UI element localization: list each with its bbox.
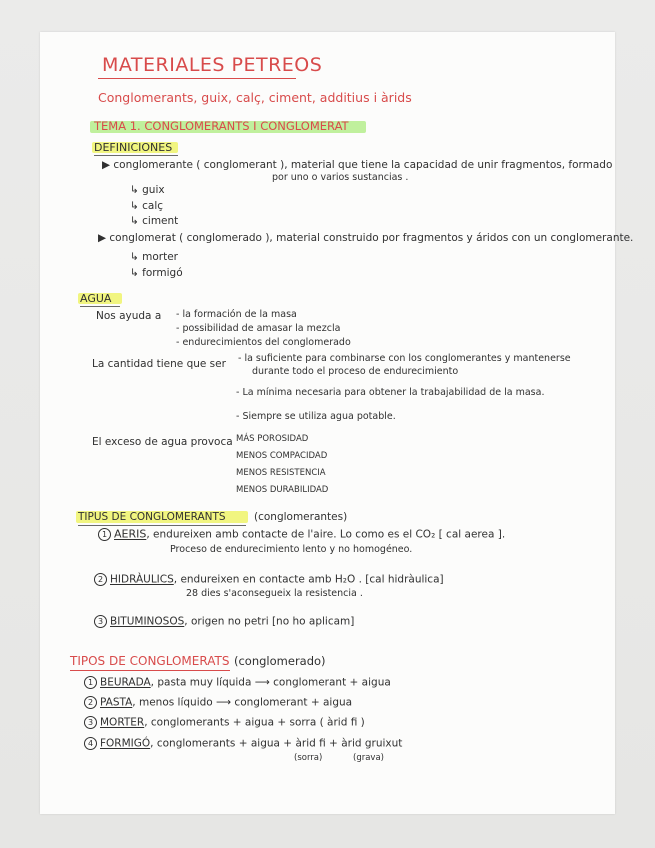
tipos-conglomerats-note: (conglomerado) <box>234 654 326 668</box>
conglomerat-type-2-name: PASTA <box>100 696 133 709</box>
agua-exceso-item-4: MENOS DURABILIDAD <box>236 485 329 495</box>
conglomerat-type-4 <box>84 737 402 750</box>
conglomerant-type-2-text: , endureixen en contacte amb H₂O . [cal hidràulica] <box>173 573 444 586</box>
conglomerant-type-1-name: AERIS <box>114 527 147 541</box>
number-circle: 1 <box>84 676 97 689</box>
notebook-sheet <box>40 32 634 814</box>
def-sub-ciment: ↳ ciment <box>130 215 179 227</box>
agua-cantidad-2: - La mínima necesaria para obtener la trabajabilidad de la masa. <box>236 387 545 398</box>
agua-cantidad-3: - Siempre se utiliza agua potable. <box>236 411 396 422</box>
conglomerat-type-2-text: , menos líquido ⟶ conglomerant + aigua <box>132 696 353 709</box>
def-conglomerante-line2: por uno o varios sustancias . <box>272 172 409 183</box>
agua-exceso-item-3: MENOS RESISTENCIA <box>236 468 326 478</box>
conglomerat-type-1 <box>84 676 391 689</box>
def-conglomerante-line1: ▶ conglomerante ( conglomerant ), material que tiene la capacidad de unir fragmentos, formado <box>102 159 613 171</box>
def-sub-morter: ↳ morter <box>130 251 178 263</box>
conglomerant-type-2-note: 28 dies s'aconsegueix la resistencia . <box>186 588 363 599</box>
conglomerant-type-3 <box>94 615 354 628</box>
conglomerant-type-1 <box>98 528 505 541</box>
agua-heading: AGUA <box>80 292 112 305</box>
agua-exceso-label: El exceso de agua provoca <box>92 436 233 448</box>
definiciones-heading: DEFINICIONES <box>94 141 173 154</box>
subtitle: Conglomerants, guix, calç, ciment, additius i àrids <box>98 90 412 105</box>
conglomerant-type-2 <box>94 573 444 586</box>
conglomerat-type-3-name: MORTER <box>100 716 145 729</box>
agua-exceso-item-2: MENOS COMPACIDAD <box>236 451 328 461</box>
conglomerat-type-4-name: FORMIGÓ <box>100 737 151 750</box>
title-underline <box>98 78 296 79</box>
number-circle: 3 <box>84 716 97 729</box>
agua-ayuda-item-1: - la formación de la masa <box>176 309 297 320</box>
number-circle: 4 <box>84 737 97 750</box>
agua-ayuda-item-2: - possibilidad de amasar la mezcla <box>176 323 341 334</box>
conglomerat-type-1-text: , pasta muy líquida ⟶ conglomerant + aigua <box>150 676 391 689</box>
conglomerant-type-3-name: BITUMINOSOS <box>110 615 185 628</box>
tipus-conglomerants-underline <box>78 525 246 526</box>
tipus-conglomerants-note: (conglomerantes) <box>254 511 348 523</box>
number-circle: 3 <box>94 615 107 628</box>
formigo-note-sorra: (sorra) <box>294 753 323 763</box>
agua-underline <box>80 306 120 307</box>
agua-exceso-item-1: MÁS POROSIDAD <box>236 434 309 444</box>
agua-cantidad-label: La cantidad tiene que ser <box>92 358 226 370</box>
def-sub-formigo: ↳ formigó <box>130 267 183 279</box>
conglomerant-type-1-text: , endureixen amb contacte de l'aire. Lo como es el CO₂ [ cal aerea ]. <box>146 528 506 541</box>
def-sub-guix: ↳ guix <box>130 184 165 196</box>
tema-heading: TEMA 1. CONGLOMERANTS I CONGLOMERAT <box>94 119 349 133</box>
conglomerat-type-3 <box>84 716 365 729</box>
tipus-conglomerants-heading: TIPUS DE CONGLOMERANTS <box>78 511 226 523</box>
conglomerat-type-4-text: , conglomerants + aigua + àrid fi + àrid gruixut <box>150 737 403 750</box>
conglomerant-type-3-text: , origen no petri [no ho aplicam] <box>184 615 355 628</box>
tipos-conglomerats-heading: TIPOS DE CONGLOMERATS <box>70 654 230 668</box>
definiciones-underline <box>94 155 178 156</box>
agua-cantidad-1b: durante todo el proceso de endurecimiento <box>252 366 459 377</box>
conglomerant-type-2-name: HIDRÀULICS <box>110 573 174 586</box>
def-sub-calc: ↳ calç <box>130 200 164 212</box>
def-conglomerat-line: ▶ conglomerat ( conglomerado ), material construido por fragmentos y áridos con un conglomerante. <box>98 232 634 244</box>
conglomerat-type-3-text: , conglomerants + aigua + sorra ( àrid fi ) <box>144 716 365 729</box>
agua-ayuda-item-3: - endurecimientos del conglomerado <box>176 337 351 348</box>
agua-nos-ayuda-label: Nos ayuda a <box>96 310 162 322</box>
number-circle: 1 <box>98 528 111 541</box>
conglomerat-type-2 <box>84 696 352 709</box>
formigo-note-grava: (grava) <box>353 753 384 763</box>
agua-cantidad-1a: - la suficiente para combinarse con los conglomerantes y mantenerse <box>238 353 571 364</box>
conglomerant-type-1-note: Proceso de endurecimiento lento y no homogéneo. <box>170 544 413 555</box>
tipos-conglomerats-underline <box>70 670 230 671</box>
number-circle: 2 <box>94 573 107 586</box>
number-circle: 2 <box>84 696 97 709</box>
conglomerat-type-1-name: BEURADA <box>100 676 151 689</box>
page-title: MATERIALES PETREOS <box>102 54 323 76</box>
